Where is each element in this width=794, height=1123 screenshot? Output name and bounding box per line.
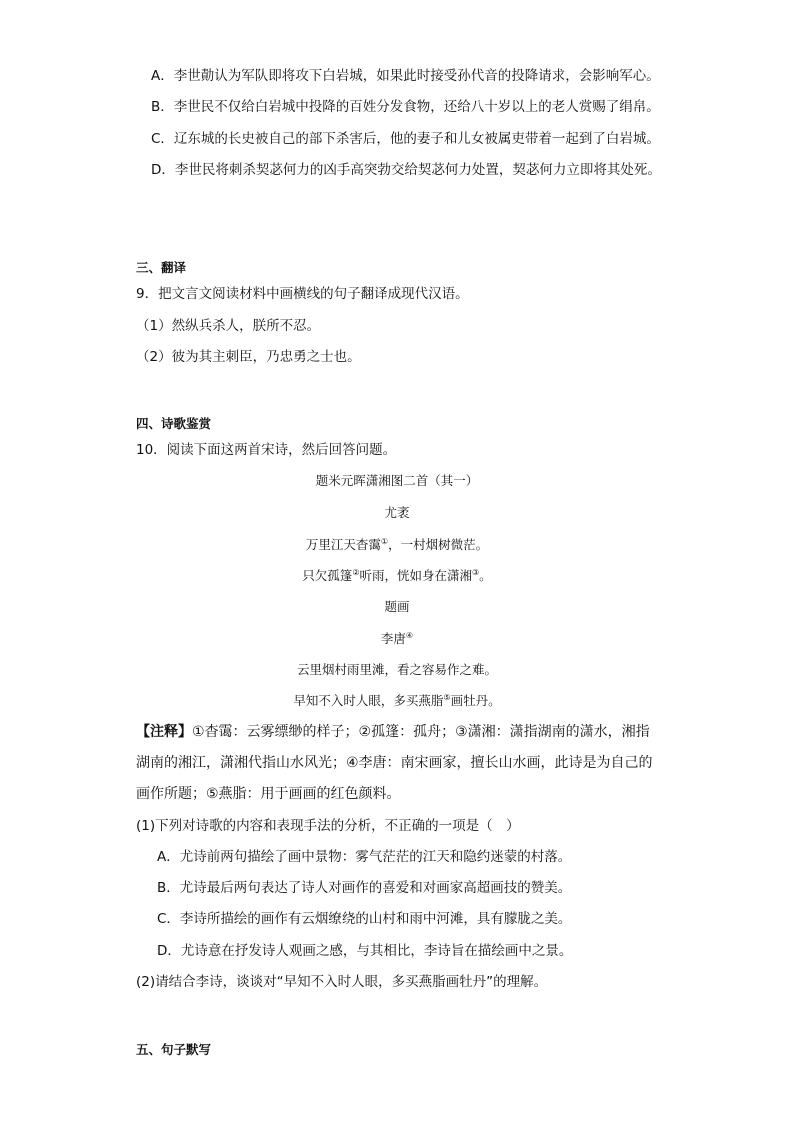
q10-sub2-prompt: (2)请结合李诗，谈谈对“早知不入时人眼，多买燕脂画牡丹”的理解。 <box>136 974 548 990</box>
notes-line-2: 湖南的湘江，潇湘代指山水风光；④李唐：南宋画家，擅长山水画，此诗是为自己的 <box>136 755 653 771</box>
footnote-marker-3: ③ <box>472 567 480 577</box>
section-heading-translation: 三、翻译 <box>136 260 187 275</box>
q8-option-d: D．李世民将刺杀契苾何力的凶手高突勃交给契苾何力处置，契苾何力立即将其处死。 <box>151 162 661 178</box>
footnote-marker-5: ⑤ <box>443 692 451 702</box>
poem2-line-2: 早知不入时人眼，多买燕脂⑤画牡丹。 <box>293 692 501 708</box>
poem1-line-1: 万里江天杳霭①，一村烟树微茫。 <box>305 536 489 552</box>
q8-option-c: C．辽东城的长史被自己的部下杀害后，他的妻子和儿女被属吏带着一起到了白岩城。 <box>151 131 660 147</box>
q8-option-a: A．李世勣认为军队即将攻下白岩城，如果此时接受孙代音的投降请求，会影响军心。 <box>151 68 660 84</box>
poem2-author: 李唐④ <box>380 630 414 646</box>
footnote-marker-4: ④ <box>405 630 414 640</box>
poem2-line-1: 云里烟村雨里滩，看之容易作之难。 <box>296 662 497 677</box>
notes-line-3: 画作所题；⑤燕脂：用于画画的红色颜料。 <box>136 786 401 802</box>
q9-sentence-2: （2）彼为其主刺臣，乃忠勇之士也。 <box>136 349 361 365</box>
poem2-title: 题画 <box>384 599 410 614</box>
q10-prompt: 10．阅读下面这两首宋诗，然后回答问题。 <box>136 442 397 458</box>
q9-prompt: 9．把文言文阅读材料中画横线的句子翻译成现代汉语。 <box>136 286 469 302</box>
q10-sub1-option-c: C．李诗所描绘的画作有云烟缭绕的山村和雨中河滩，具有朦胧之美。 <box>157 911 572 927</box>
poem1-line-2: 只欠孤篷②听雨，恍如身在潇湘③。 <box>302 567 492 583</box>
section-heading-recitation: 五、句子默写 <box>136 1042 212 1057</box>
q10-sub1-prompt: (1)下列对诗歌的内容和表现手法的分析，不正确的一项是（ ） <box>136 818 520 834</box>
notes-line-1: 【注释】①杳霭：云雾缥缈的样子；②孤篷：孤舟；③潇湘：潇指湖南的潇水，湘指 <box>136 724 650 740</box>
q10-sub1-option-d: D．尤诗意在抒发诗人观画之感，与其相比，李诗旨在描绘画中之景。 <box>157 943 573 959</box>
footnote-marker-2: ② <box>352 567 360 577</box>
poem1-author: 尤袤 <box>384 505 410 520</box>
q9-sentence-1: （1）然纵兵杀人，朕所不忍。 <box>136 318 321 334</box>
poem1-title: 题米元晖潇湘图二首（其一） <box>315 473 479 488</box>
q10-sub1-option-a: A．尤诗前两句描绘了画中景物：雾气茫茫的江天和隐约迷蒙的村落。 <box>157 849 572 865</box>
section-heading-poetry: 四、诗歌鉴赏 <box>136 416 212 431</box>
q10-sub1-option-b: B．尤诗最后两句表达了诗人对画作的喜爱和对画家高超画技的赞美。 <box>157 880 572 896</box>
footnote-marker-1: ① <box>380 536 389 546</box>
q8-option-b: B．李世民不仅给白岩城中投降的百姓分发食物，还给八十岁以上的老人赏赐了绢帛。 <box>151 99 660 115</box>
notes-label: 【注释】 <box>136 724 192 740</box>
